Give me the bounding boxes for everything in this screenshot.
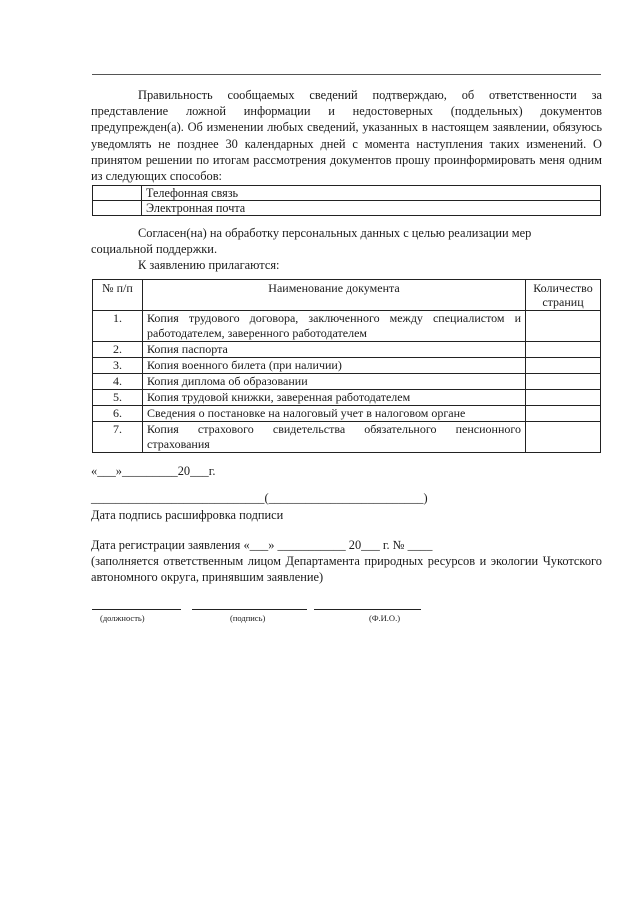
fio-caption: (Ф.И.О.) — [369, 613, 401, 623]
intro-paragraph — [91, 87, 602, 184]
date-field[interactable]: «___»_________20___г. — [91, 464, 216, 478]
row-document-name: Копия военного билета (при наличии) — [143, 358, 526, 374]
row-page-count[interactable] — [526, 390, 601, 406]
row-number: 6. — [93, 406, 143, 422]
row-number: 2. — [93, 342, 143, 358]
row-document-name: Копия трудового договора, заключенного между специалистом и работодателем, заверенного работодателем — [143, 311, 526, 342]
row-page-count[interactable] — [526, 374, 601, 390]
row-document-name: Копия трудовой книжки, заверенная работодателем — [143, 390, 526, 406]
documents-header-row — [93, 280, 601, 311]
table-row — [93, 358, 601, 374]
row-number: 4. — [93, 374, 143, 390]
intro-rest: представление ложной информации и недостоверных (поддельных) документов предупрежден(а). Об изменении любых сведений, указанных в настоящем заявлении, обязуюсь уведомлять не позднее 30 календарных дней с момента наступления таких изменений. О принятом решении по итогам рассмотрения документов прошу проинформировать меня одним из следующих способов: — [91, 104, 602, 184]
table-row — [93, 311, 601, 342]
row-document-name: Сведения о постановке на налоговый учет в налоговом органе — [143, 406, 526, 422]
notify-checkbox-cell[interactable] — [93, 201, 142, 216]
top-rule — [92, 74, 601, 75]
registration-note: (заполняется ответственным лицом Департамента природных ресурсов и экологии Чукотского автономного округа, принявшим заявление) — [91, 554, 602, 585]
notify-option-phone: Телефонная связь — [142, 186, 601, 201]
row-number: 3. — [93, 358, 143, 374]
table-row — [93, 390, 601, 406]
signature-small-caption: (подпись) — [230, 613, 266, 623]
table-row — [93, 406, 601, 422]
row-page-count[interactable] — [526, 422, 601, 453]
row-document-name: Копия диплома об образовании — [143, 374, 526, 390]
row-number: 7. — [93, 422, 143, 453]
registration-line[interactable]: Дата регистрации заявления «___» ___________ 20___ г. № ____ — [91, 538, 433, 552]
notify-options-table — [92, 185, 601, 216]
table-row — [93, 342, 601, 358]
signature-field[interactable]: ____________________________(_________________________) — [91, 491, 428, 505]
consent-paragraph: Согласен(на) на обработку персональных данных с целью реализации мер социальной поддержки. — [91, 226, 532, 257]
notify-checkbox-cell[interactable] — [93, 186, 142, 201]
row-number: 5. — [93, 390, 143, 406]
row-document-name: Копия паспорта — [143, 342, 526, 358]
notify-option-row — [93, 201, 601, 216]
signature-caption: Дата подпись расшифровка подписи — [91, 508, 284, 522]
row-page-count[interactable] — [526, 358, 601, 374]
table-row — [93, 374, 601, 390]
table-row — [93, 422, 601, 453]
signature-line[interactable] — [192, 609, 307, 610]
attachments-intro: К заявлению прилагаются: — [138, 258, 280, 272]
row-number: 1. — [93, 311, 143, 342]
position-caption: (должность) — [100, 613, 145, 623]
notify-option-row — [93, 186, 601, 201]
row-document-name: Копия страхового свидетельства обязательного пенсионного страхования — [143, 422, 526, 453]
header-page-count: Количество страниц — [526, 280, 601, 311]
intro-first-line: Правильность сообщаемых сведений подтверждаю, об ответственности за — [138, 88, 602, 102]
position-line[interactable] — [92, 609, 181, 610]
documents-table — [92, 279, 601, 453]
row-page-count[interactable] — [526, 342, 601, 358]
header-document-name: Наименование документа — [143, 280, 526, 311]
fio-line[interactable] — [314, 609, 421, 610]
notify-option-email: Электронная почта — [142, 201, 601, 216]
header-number: № п/п — [93, 280, 143, 311]
row-page-count[interactable] — [526, 406, 601, 422]
row-page-count[interactable] — [526, 311, 601, 342]
